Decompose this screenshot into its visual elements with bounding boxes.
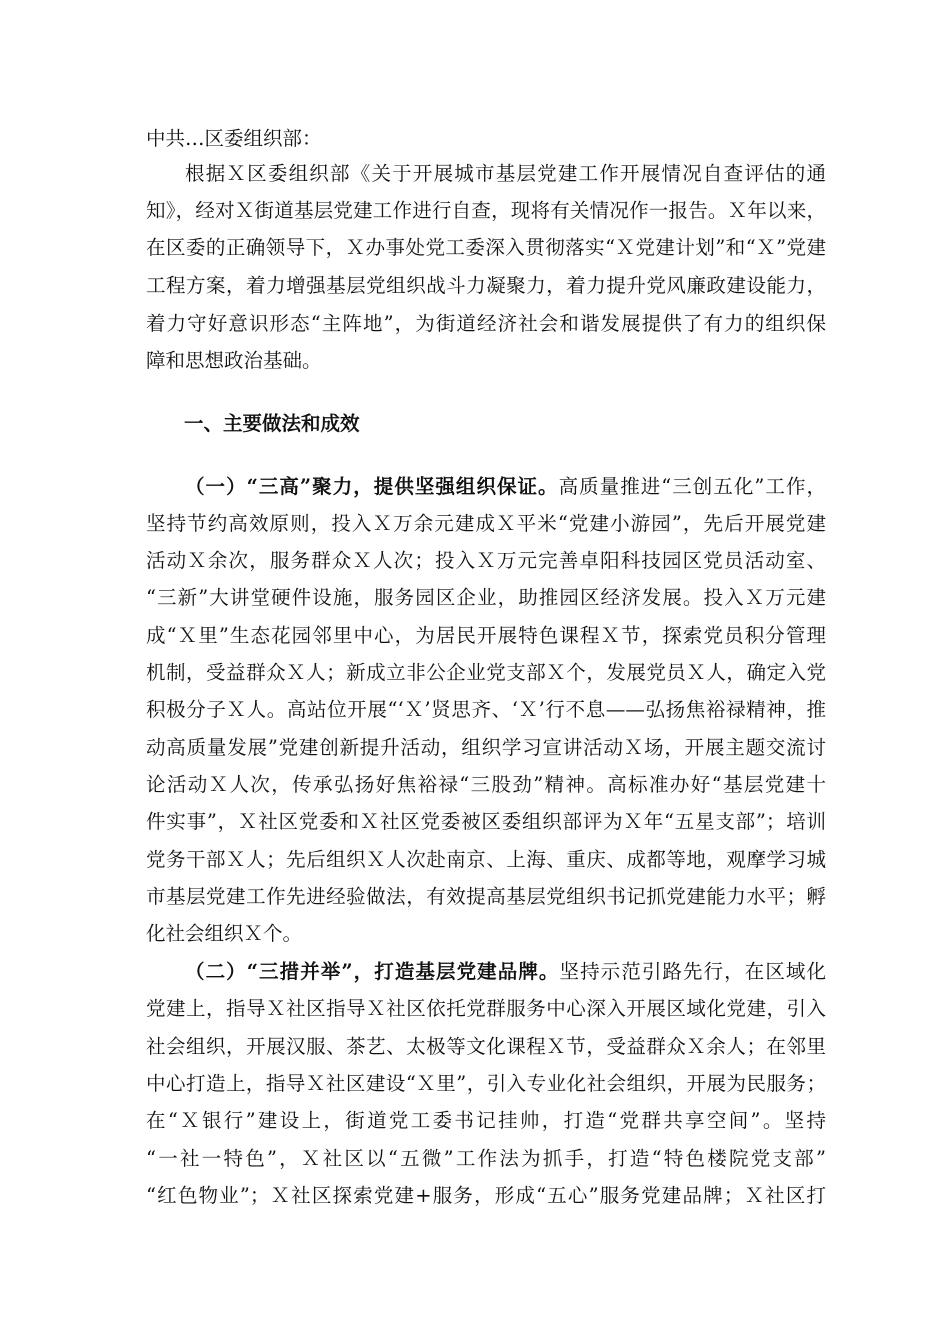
intro-line: 在区委的正确领导下，Ｘ办事处党工委深入贯彻落实“Ｘ党建计划”和“Ｘ”党建	[146, 236, 826, 259]
paragraph-1-line: “三新”大讲堂硬件设施，服务园区企业，助推园区经济发展。投入Ｘ万元建	[146, 586, 826, 609]
paragraph-2-line: “一社一特色”，Ｘ社区以“五微”工作法为抓手，打造“特色楼院党支部”	[146, 1147, 826, 1170]
paragraph-1-line: 件实事”，Ｘ社区党委和Ｘ社区党委被区委组织部评为Ｘ年“五星支部”；培训	[146, 810, 826, 833]
paragraph-1-line: 化社会组织Ｘ个。	[146, 922, 303, 945]
paragraph-1-line: 坚持节约高效原则，投入Ｘ万余元建成Ｘ平米“党建小游园”，先后开展党建	[146, 512, 826, 535]
intro-line: 根据Ｘ区委组织部《关于开展城市基层党建工作开展情况自查评估的通	[185, 162, 826, 185]
paragraph-1-line: 党务干部Ｘ人；先后组织Ｘ人次赴南京、上海、重庆、成都等地，观摩学习城	[146, 848, 826, 871]
paragraph-2-line: 党建上，指导Ｘ社区指导Ｘ社区依托党群服务中心深入开展区域化党建，引入	[146, 997, 826, 1020]
paragraph-2-line: 社会组织，开展汉服、茶艺、太极等文化课程Ｘ节，受益群众Ｘ余人；在邻里	[146, 1035, 826, 1058]
intro-line: 知》，经对Ｘ街道基层党建工作进行自查，现将有关情况作一报告。Ｘ年以来，	[146, 199, 826, 222]
paragraph-1-lead: （一）“三高”聚力，提供坚强组织保证。	[185, 475, 559, 498]
paragraph-1-line: 动高质量发展”党建创新提升活动，组织学习宣讲活动Ｘ场，开展主题交流讨	[146, 736, 826, 759]
paragraph-1-line: 论活动Ｘ人次，传承弘扬好焦裕禄“三股劲”精神。高标准办好“基层党建十	[146, 773, 826, 796]
paragraph-2-line: 中心打造上，指导Ｘ社区建设“Ｘ里”，引入专业化社会组织，开展为民服务；	[146, 1072, 826, 1095]
intro-line: 障和思想政治基础。	[146, 349, 322, 372]
paragraph-1-first-line	[185, 477, 826, 497]
paragraph-1-line: 市基层党建工作先进经验做法，有效提高基层党组织书记抓党建能力水平；孵	[146, 885, 826, 908]
paragraph-2-line: 在“Ｘ银行”建设上，街道党工委书记挂帅，打造“党群共享空间”。坚持	[146, 1109, 826, 1132]
section-heading: 一、主要做法和成效	[184, 412, 360, 435]
intro-line: 着力守好意识形态“主阵地”，为街道经济社会和谐发展提供了有力的组织保	[146, 312, 826, 335]
paragraph-1-line: 活动Ｘ余次，服务群众Ｘ人次；投入Ｘ万元完善卓阳科技园区党员活动室、	[146, 549, 826, 572]
paragraph-2-first-line	[185, 962, 826, 982]
paragraph-1-text: 高质量推进“三创五化”工作，	[558, 475, 826, 498]
paragraph-1-line: 积极分子Ｘ人。高站位开展“‘Ｘ’贤思齐、‘Ｘ’行不息——弘扬焦裕禄精神，推	[146, 698, 826, 721]
paragraph-2-text: 坚持示范引路先行，在区域化	[559, 960, 826, 983]
paragraph-2-line: “红色物业”；Ｘ社区探索党建+服务，形成“五心”服务党建品牌；Ｘ社区打	[146, 1184, 826, 1207]
paragraph-2-lead: （二）“三措并举”，打造基层党建品牌。	[185, 960, 560, 983]
paragraph-1-line: 成“Ｘ里”生态花园邻里中心，为居民开展特色课程Ｘ节，探索党员积分管理	[146, 624, 826, 647]
intro-line: 工程方案，着力增强基层党组织战斗力凝聚力，着力提升党风廉政建设能力，	[146, 274, 826, 297]
paragraph-1-line: 机制，受益群众Ｘ人；新成立非公企业党支部Ｘ个，发展党员Ｘ人，确定入党	[146, 661, 826, 684]
addressee: 中共…区委组织部：	[146, 127, 322, 150]
